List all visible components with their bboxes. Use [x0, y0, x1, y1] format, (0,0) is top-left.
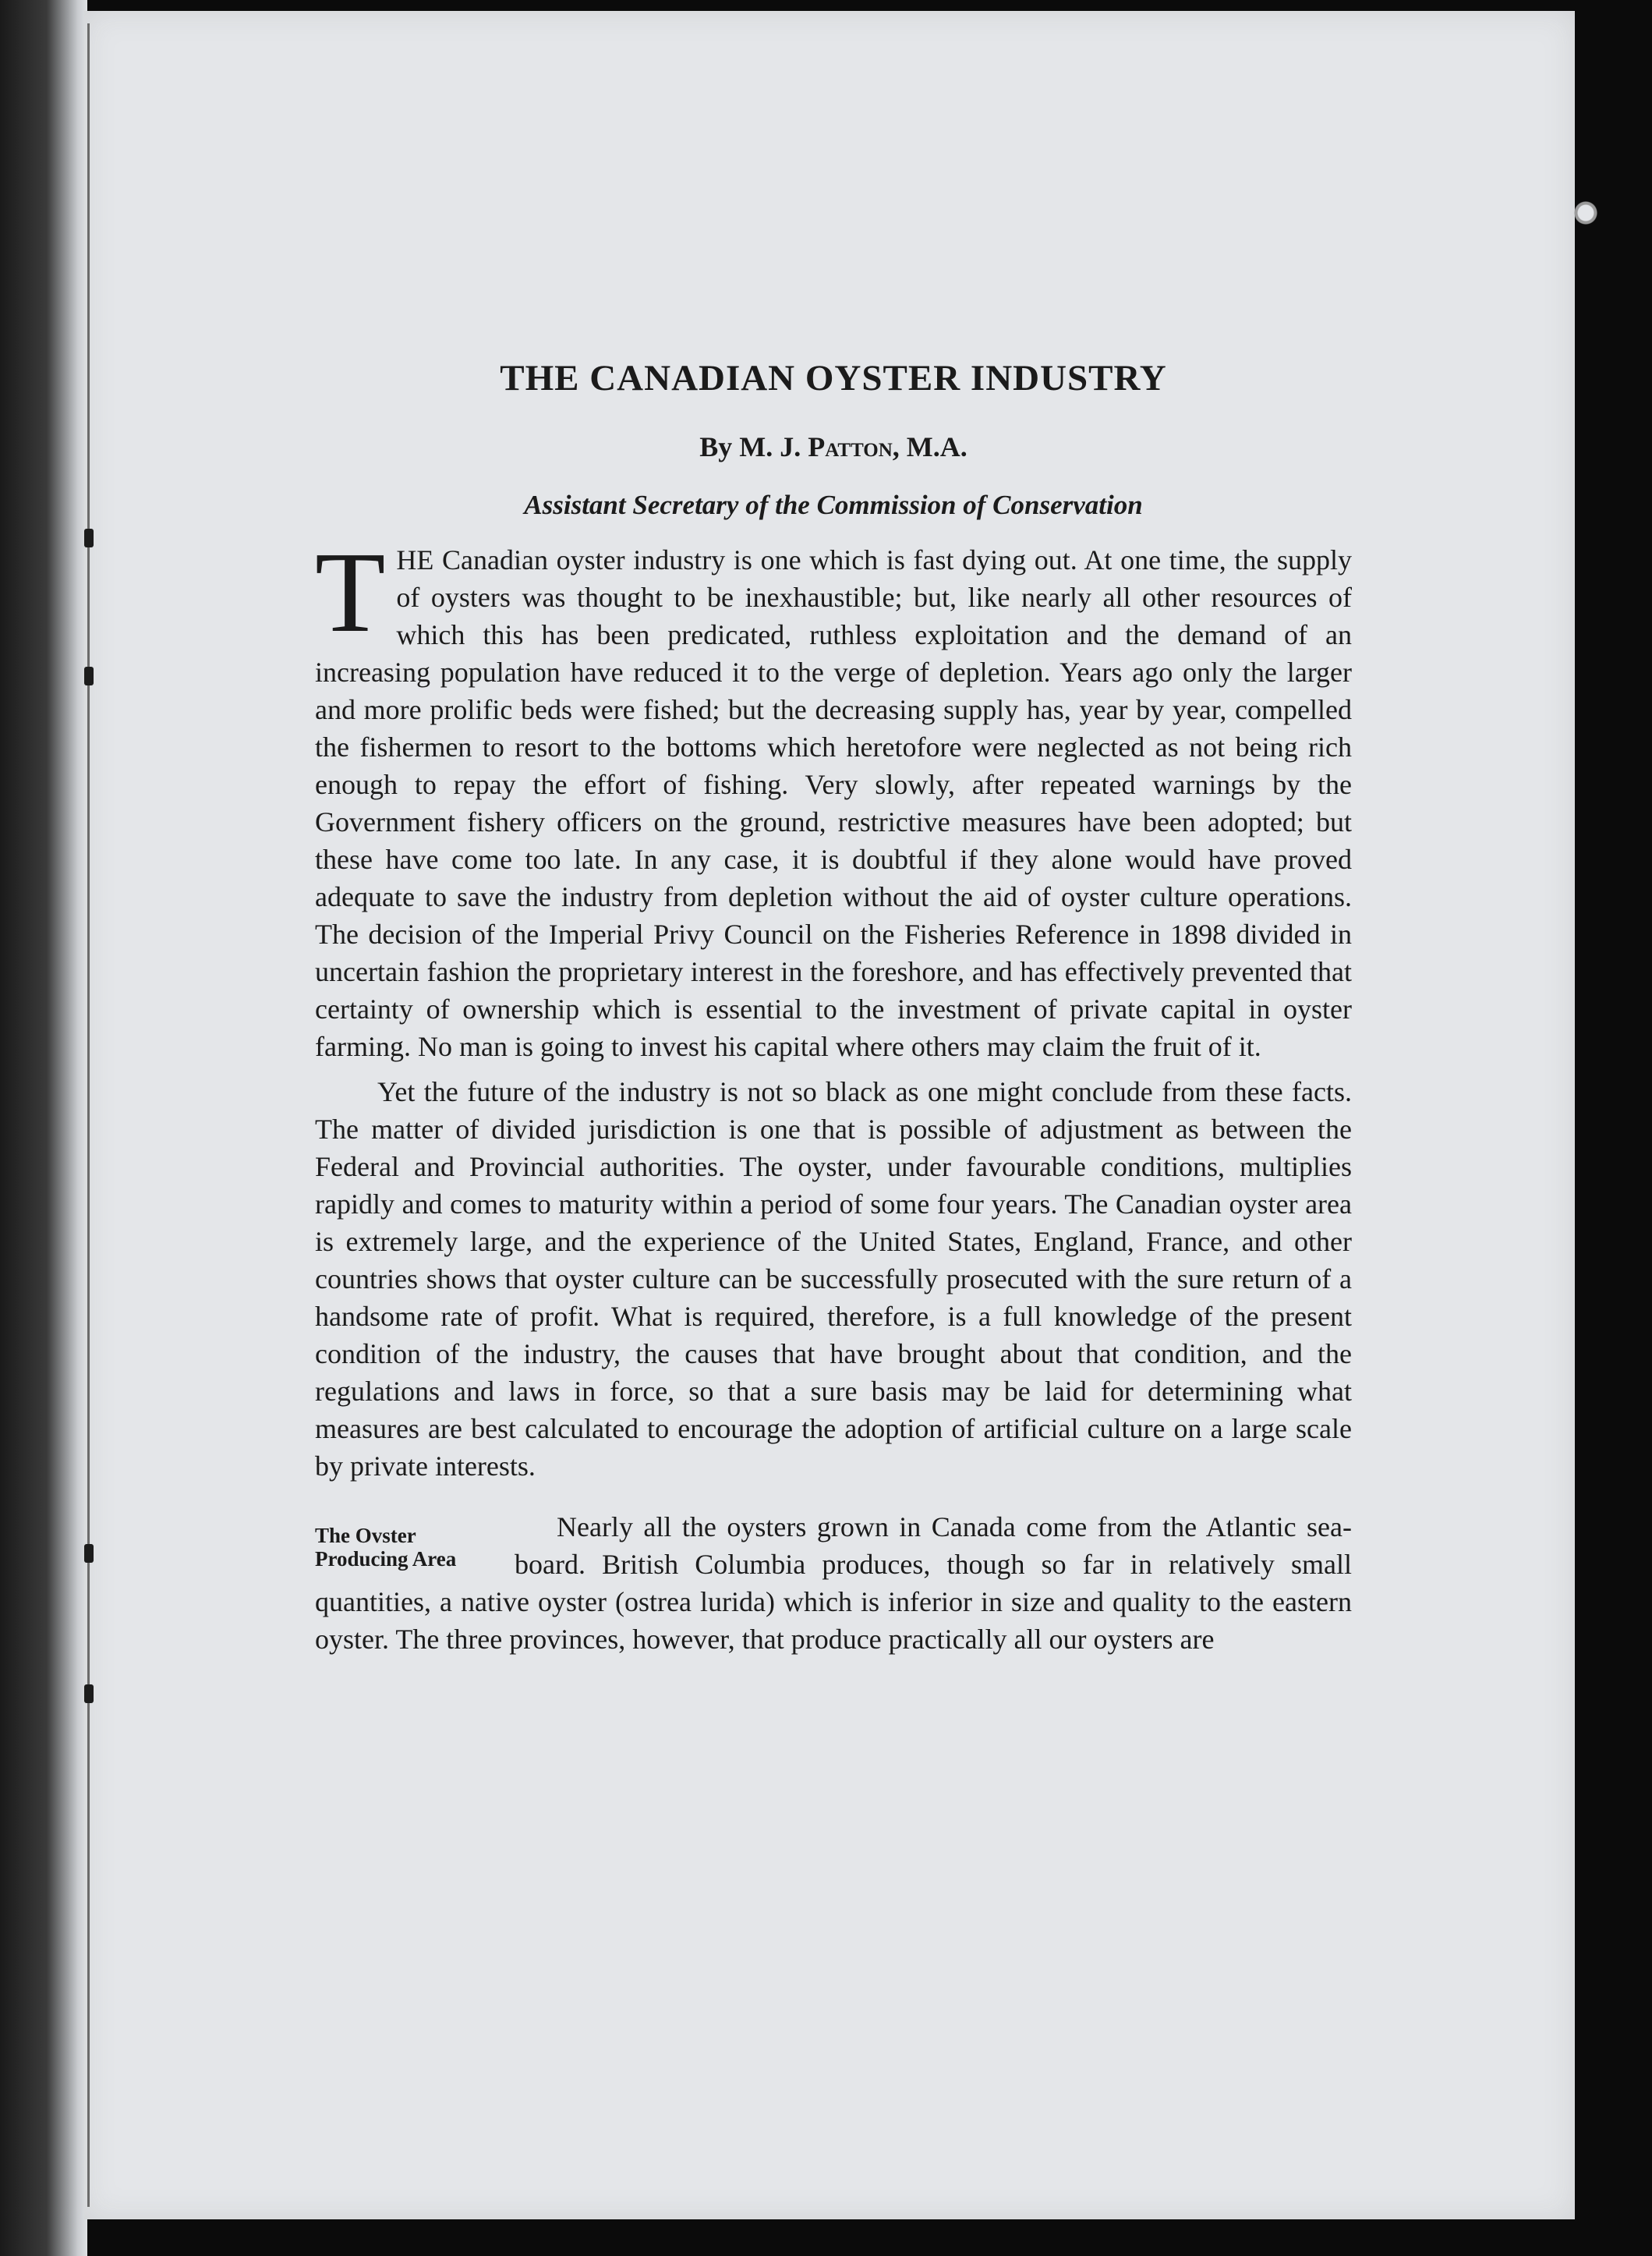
book-binding-edge	[0, 0, 87, 2256]
author-affiliation: Assistant Secretary of the Commission of Conservation	[524, 490, 1143, 520]
paragraph-intro	[315, 529, 1352, 1065]
binding-mark	[84, 667, 94, 685]
author-name: M. J. Patton, M.A.	[739, 431, 967, 462]
gutter-line	[87, 23, 90, 2207]
paragraph-text: HE Canadian oyster industry is one which is fast dying out. At one time, the supply of oysters was thought to be inexhaustible; but, like nearly all other resources of which this has been predicated, ruthless exploitation and the demand of an increasing population have reduced it to the verge of depletion. Years ago only the larger and more prolific beds were fished; but the decreasing supply has, year by year, compelled the fishermen to resort to the bottoms which heretofore were neglected as not being rich enough to repay the effort of fishing. Very slowly, after repeated warnings by the Government fishery officers on the ground, restrictive measures have been adopted; but these have come too late. In any case, it is doubtful if they alone would have proved adequate to save the industry from depletion without the aid of oyster culture operations. The decision of the Imperial Privy Council on the Fisheries Reference in 1898 divided in uncertain fashion the proprietary interest in the foreshore, and has effectively prevented that certainty of ownership which is essential to the investment of private capital in oyster farming. No man is going to invest his capital where others may claim the fruit of it.	[315, 544, 1352, 1062]
paragraph-future: Yet the future of the industry is not so black as one might conclude from these facts. The matter of divided jurisdiction is one that is possible of adjustment as between the Federal and Provincial authorities. The oyster, under favourable conditions, multiplies rapidly and comes to maturity within a period of some four years. The Canadian oyster area is extremely large, and the experience of the United States, England, France, and other countries shows that oyster culture can be successfully prosecuted with the sure return of a handsome rate of profit. What is required, therefore, is a full knowledge of the present condition of the industry, the causes that have brought about that condition, and the regulations and laws in force, so that a sure basis may be laid for determining what measures are best calculated to encourage the adoption of artificial culture on a large scale by private interests.	[315, 1076, 1352, 1482]
binding-mark	[84, 1544, 94, 1563]
page-corner-mark	[1573, 195, 1604, 231]
byline	[315, 430, 1352, 463]
section-producing-area	[315, 1508, 1352, 1658]
binding-mark	[84, 529, 94, 547]
byline-prefix: By	[699, 431, 733, 462]
margin-heading: The Ovster Producing Area	[315, 1524, 457, 1571]
drop-cap: T	[315, 529, 386, 657]
article-body	[315, 357, 1352, 1666]
binding-mark	[84, 1684, 94, 1703]
section-paragraph: Nearly all the oysters grown in Canada come from the Atlantic sea-board. British Columbia produces, though so far in relatively small quantities, a native oyster (ostrea lurida) which is inferior in size and quality to the eastern oyster. The three provinces, however, that produce practically all our oysters are	[315, 1511, 1352, 1655]
article-title: THE CANADIAN OYSTER INDUSTRY	[500, 358, 1167, 398]
